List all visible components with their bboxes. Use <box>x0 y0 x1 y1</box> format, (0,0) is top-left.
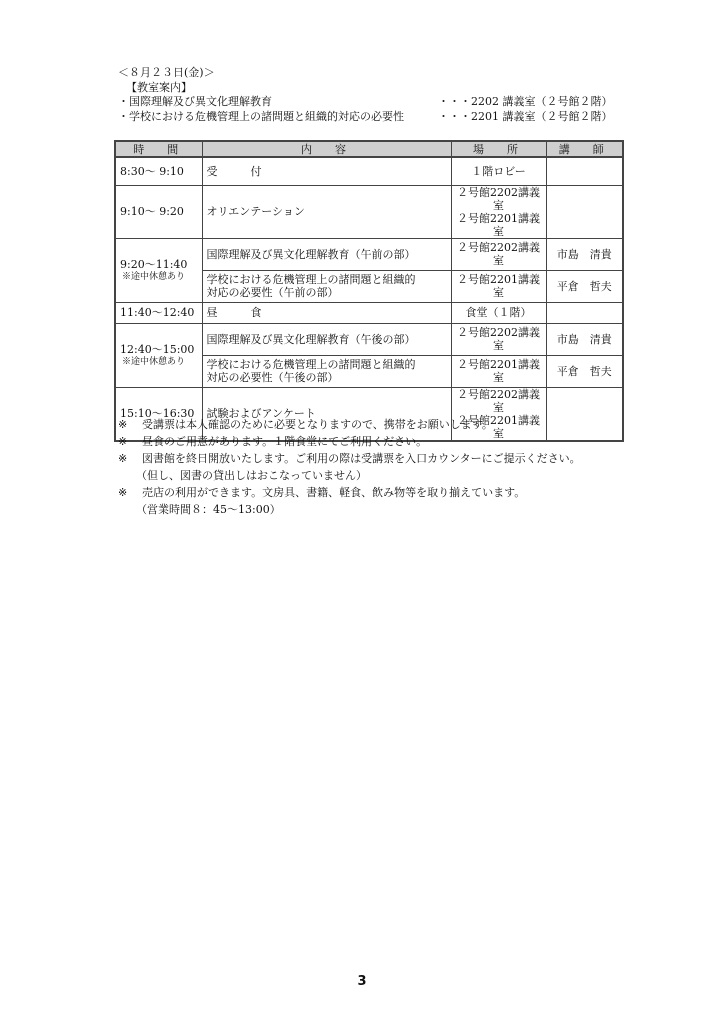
time-cell: 11:40～12:40 <box>115 302 202 323</box>
note-mark: ※ <box>118 418 128 431</box>
schedule-table <box>114 140 624 442</box>
time-cell <box>115 238 202 302</box>
note-mark: ※ <box>118 452 128 465</box>
content-cell: 国際理解及び異文化理解教育（午後の部） <box>202 323 451 355</box>
time-cell: 15:10～16:30 <box>115 387 202 441</box>
place-line: ２号館2202講義室 <box>457 387 540 414</box>
place-line: ２号館2201講義室 <box>457 211 540 238</box>
instructor-cell <box>546 302 623 323</box>
instructor-cell: 市島 清貴 <box>546 323 623 355</box>
note-mark: ※ <box>118 435 128 448</box>
place-cell: ２号館2201講義室 <box>451 270 546 302</box>
list-item <box>118 416 638 433</box>
instructor-cell <box>546 185 623 238</box>
note-subtext: （営業時間８：45～13:00） <box>136 503 281 516</box>
note-mark: ※ <box>118 486 128 499</box>
list-item <box>118 484 638 501</box>
content-cell <box>202 355 451 387</box>
place-cell <box>451 185 546 238</box>
room-course-2: ・学校における危機管理上の諸問題と組織的対応の必要性 <box>118 110 404 123</box>
instructor-cell: 市島 清貴 <box>546 238 623 270</box>
content-cell <box>202 270 451 302</box>
content-cell: オリエンテーション <box>202 185 451 238</box>
table-row <box>115 157 623 185</box>
break-note: ※途中休憩あり <box>122 356 186 367</box>
content-line: 学校における危機管理上の諸問題と組織的 <box>206 273 416 286</box>
place-line: ２号館2201講義室 <box>457 413 540 440</box>
content-cell: 試験およびアンケート <box>202 387 451 441</box>
place-cell: ２号館2202講義室 <box>451 323 546 355</box>
time-cell: 9:10～ 9:20 <box>115 185 202 238</box>
place-line: ２号館2202講義室 <box>457 185 540 212</box>
time-text: 9:20～11:40 <box>120 257 188 271</box>
content-line: 対応の必要性（午前の部） <box>206 286 339 299</box>
note-text: 売店の利用ができます。文房具、書籍、軽食、飲み物等を取り揃えています。 <box>142 486 526 499</box>
table-row <box>115 238 623 270</box>
break-note: ※途中休憩あり <box>122 271 186 282</box>
table-row <box>115 302 623 323</box>
list-item <box>118 433 638 450</box>
content-cell: 国際理解及び異文化理解教育（午前の部） <box>202 238 451 270</box>
room-course-1: ・国際理解及び異文化理解教育 <box>118 95 272 108</box>
room-location-1: ・・・2202 講義室（２号館２階） <box>438 95 613 108</box>
room-location-2: ・・・2201 講義室（２号館２階） <box>438 110 613 123</box>
content-cell: 受 付 <box>202 157 451 185</box>
note-text: 昼食のご用意があります。１階食堂にてご利用ください。 <box>142 435 428 448</box>
schedule-date: ＜８月２３日(金)＞ <box>118 66 215 79</box>
note-text: 図書館を終日開放いたします。ご利用の際は受講票を入口カウンターにご提示ください。 <box>142 452 581 465</box>
header-instructor: 講 師 <box>546 141 623 157</box>
header-time: 時 間 <box>115 141 202 157</box>
instructor-cell: 平倉 哲夫 <box>546 355 623 387</box>
table-header-row <box>115 141 623 157</box>
instructor-cell: 平倉 哲夫 <box>546 270 623 302</box>
content-cell: 昼 食 <box>202 302 451 323</box>
room-guide-title: 【教室案内】 <box>126 81 192 94</box>
place-cell: ２号館2201講義室 <box>451 355 546 387</box>
note-text: 受講票は本人確認のために必要となりますので、携帯をお願いします。 <box>142 418 493 431</box>
list-item <box>118 450 638 467</box>
note-subtext: （但し、図書の貸出しはおこなっていません） <box>136 469 367 482</box>
header-content: 内 容 <box>202 141 451 157</box>
content-line: 対応の必要性（午後の部） <box>206 371 339 384</box>
header-place: 場 所 <box>451 141 546 157</box>
time-cell <box>115 323 202 387</box>
table-row <box>115 323 623 355</box>
page-number: 3 <box>357 974 367 989</box>
instructor-cell <box>546 157 623 185</box>
place-cell: １階ロビー <box>451 157 546 185</box>
table-row <box>115 185 623 238</box>
time-cell: 8:30～ 9:10 <box>115 157 202 185</box>
content-line: 学校における危機管理上の諸問題と組織的 <box>206 358 416 371</box>
place-cell: ２号館2202講義室 <box>451 238 546 270</box>
place-cell: 食堂（１階） <box>451 302 546 323</box>
time-text: 12:40～15:00 <box>120 342 195 356</box>
